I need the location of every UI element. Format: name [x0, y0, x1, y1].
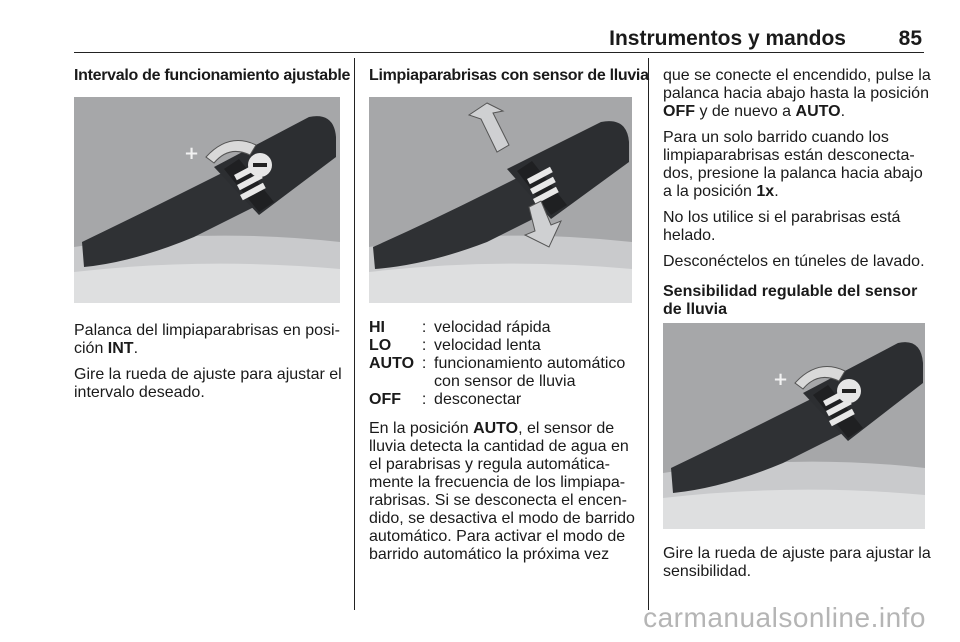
paragraph-frozen-warning: No los utilice si el parabrisas está helado.: [663, 209, 901, 244]
column-2-defs: [369, 319, 639, 409]
column-3-body: [663, 545, 931, 589]
column-divider-2: [648, 58, 649, 610]
paragraph-adjust-interval: Gire la rueda de ajuste para ajustar el intervalo deseado.: [74, 366, 342, 401]
paragraph-adjust-sensitivity: Gire la rueda de ajuste para ajustar la sensibilidad.: [663, 545, 931, 580]
paragraph-auto-reactivate: que se conecte el encendido, pulse la palanca hacia abajo hasta la posición OFF y de nuevo a AUTO.: [663, 67, 931, 120]
section-heading-rain-sensor: Limpiaparabrisas con sensor de lluvia: [369, 67, 649, 84]
svg-text:+: +: [184, 143, 200, 164]
paragraph-car-wash: Desconéctelos en túneles de lavado.: [663, 253, 925, 270]
definition-row: HI : velocidad rápida: [369, 319, 551, 336]
page-header-title: Instrumentos y mandos: [609, 27, 846, 50]
definition-row: OFF : desconectar: [369, 391, 522, 408]
column-2: [369, 67, 649, 85]
figure-wiper-stalk-rain-sensor: [369, 97, 632, 303]
paragraph-single-wipe: Para un solo barrido cuando los limpiaparabrisas están desconecta-dos, presione la palanca hacia abajo a la posición 1x.: [663, 129, 923, 200]
paragraph-auto-mode: En la posición AUTO, el sensor de lluvia detecta la cantidad de agua en el parabrisas y regula automática-mente la frecuencia de los limpiapa-rabrisas. Si se desconecta el encen-dido, se desactiva el modo de barrido automático. Para activar el modo de barrido automático la próxima vez: [369, 420, 635, 563]
svg-text:+: +: [773, 369, 789, 390]
figure-wiper-stalk-interval: [74, 97, 340, 303]
column-1-body: [74, 322, 344, 410]
column-3: [663, 67, 931, 319]
column-1: [74, 67, 351, 85]
paragraph-lever-int: Palanca del limpiaparabrisas en posi-ción INT.: [74, 322, 340, 357]
figure-wiper-stalk-sensitivity: [663, 323, 925, 529]
column-divider-1: [354, 58, 355, 610]
watermark: carmanualsonline.info: [643, 602, 926, 633]
section-heading-interval: Intervalo de funcionamiento ajustable: [74, 67, 351, 84]
definition-row: AUTO : funcionamiento automático con sensor de lluvia: [369, 355, 626, 390]
section-heading-sensitivity: Sensibilidad regulable del sensor de lluvia: [663, 283, 918, 318]
page-number: 85: [898, 27, 922, 50]
column-2-body: [369, 420, 639, 572]
position-definitions: [369, 319, 639, 409]
definition-row: LO : velocidad lenta: [369, 337, 541, 354]
header-rule: [74, 52, 924, 53]
